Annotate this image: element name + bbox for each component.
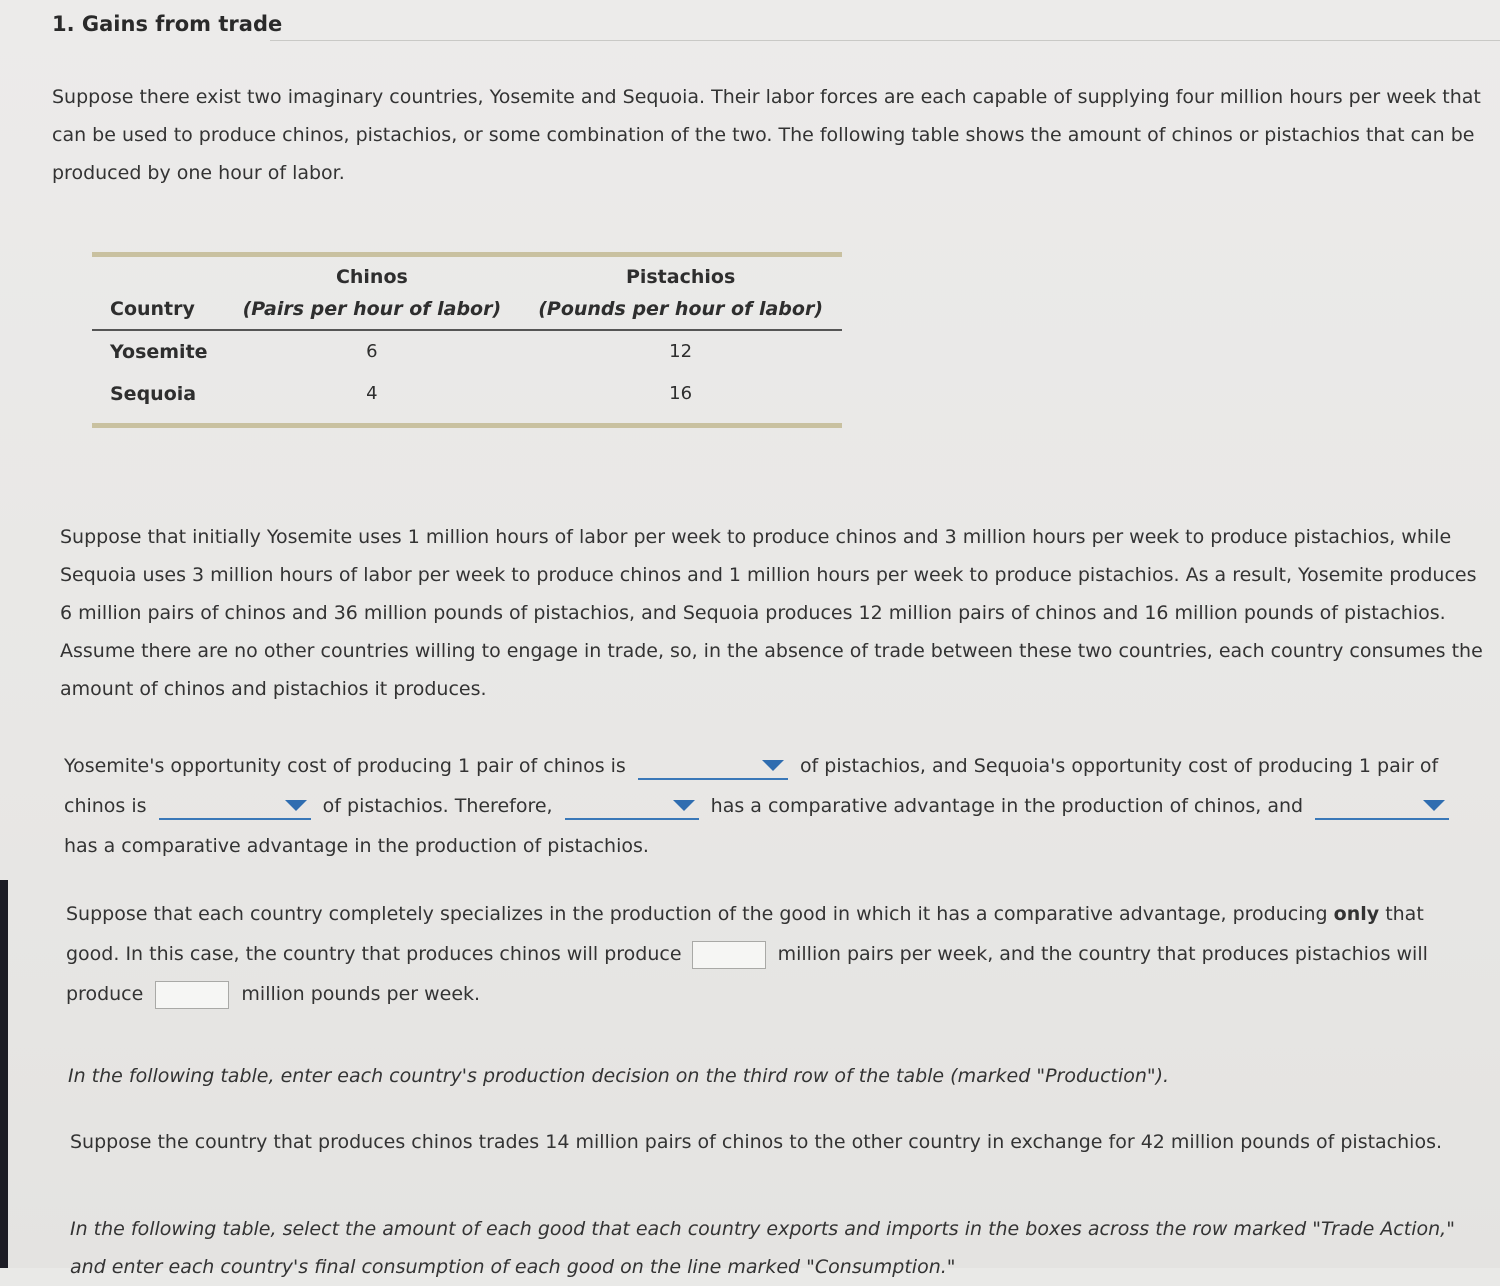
pistachios-advantage-country-dropdown[interactable]: [1315, 794, 1449, 820]
opportunity-text-2: of pistachios, and Sequoia's opportunity cost of producing 1 pair of chinos is: [64, 755, 1439, 817]
trade-paragraph: Suppose the country that produces chinos trades 14 million pairs of chinos to the other country in exchange for 42 million pounds of pistachios.: [70, 1131, 1443, 1153]
chevron-down-icon: [673, 800, 695, 811]
table-bottom-rule: [92, 423, 842, 428]
question-title: 1. Gains from trade: [52, 12, 283, 36]
country-header: Country: [110, 298, 195, 320]
production-instruction: In the following table, enter each country's production decision on the third row of the table (marked "Production").: [68, 1065, 1170, 1087]
chevron-down-icon: [285, 800, 307, 811]
pistachios-header: [519, 257, 842, 330]
pistachios-production-input[interactable]: [155, 981, 229, 1009]
chinos-production-input[interactable]: [692, 941, 766, 969]
initial-allocation-paragraph: Suppose that initially Yosemite uses 1 million hours of labor per week to produce chinos and 3 million hours per week to produce pistachios, while Sequoia uses 3 million hours of labor per week to produce chinos and 1 million hours per week to produce pistachios. As a result, Yosemite produces 6 million pairs of chinos and 36 million pounds of pistachios, and Sequoia produces 12 million pairs of chinos and 16 million pounds of pistachios. Assume there are no other countries willing to engage in trade, so, in the absence of trade between these two countries, each country consumes the amount of chinos and pistachios it produces.: [60, 526, 1483, 700]
chinos-header-unit: (Pairs per hour of labor): [242, 298, 502, 320]
country-name: Sequoia: [110, 383, 197, 405]
productivity-table: [92, 257, 842, 415]
window-edge: [0, 880, 8, 1268]
pistachios-header-title: Pistachios: [625, 266, 736, 288]
pistachios-header-unit: (Pounds per hour of labor): [538, 298, 823, 320]
chinos-value: 4: [366, 383, 378, 404]
opportunity-cost-paragraph: [64, 746, 1484, 866]
chinos-header-title: Chinos: [335, 266, 408, 288]
specialization-text-3: million pairs per week, and the country that produces pistachios will produce: [66, 943, 1428, 1005]
specialization-paragraph: [66, 894, 1476, 1014]
sequoia-opportunity-cost-dropdown[interactable]: [159, 794, 311, 820]
country-name: Yosemite: [110, 341, 208, 363]
opportunity-text-5: has a comparative advantage in the production of pistachios.: [64, 835, 649, 857]
chevron-down-icon: [1423, 800, 1445, 811]
specialization-text-4: million pounds per week.: [241, 983, 481, 1005]
yosemite-opportunity-cost-dropdown[interactable]: [638, 754, 788, 780]
specialization-text-1: Suppose that each country completely specializes in the production of the good in which it has a comparative advantage, producing: [66, 903, 1328, 925]
specialization-bold-only: only: [1333, 903, 1380, 925]
pistachios-value: 16: [669, 383, 693, 404]
chinos-header: [225, 257, 520, 330]
table-row: [92, 373, 842, 415]
opportunity-text-4: has a comparative advantage in the production of chinos, and: [710, 795, 1304, 817]
opportunity-text-3: of pistachios. Therefore,: [322, 795, 553, 817]
chinos-value: 6: [366, 341, 378, 362]
specialization-text-2: that good. In this case, the country that produces chinos will produce: [66, 903, 1424, 965]
header-divider: [270, 40, 1500, 41]
trade-action-instruction: In the following table, select the amount of each good that each country exports and imports in the boxes across the row marked "Trade Action," and enter each country's final consumption of each good on the line marked "Consumption.": [70, 1218, 1455, 1278]
opportunity-text-1: Yosemite's opportunity cost of producing 1 pair of chinos is: [64, 755, 626, 777]
pistachios-value: 12: [669, 341, 693, 362]
chinos-advantage-country-dropdown[interactable]: [565, 794, 699, 820]
table-row: [92, 330, 842, 373]
intro-paragraph: Suppose there exist two imaginary countries, Yosemite and Sequoia. Their labor forces are each capable of supplying four million hours per week that can be used to produce chinos, pistachios, or some combination of the two. The following table shows the amount of chinos or pistachios that can be produced by one hour of labor.: [52, 86, 1481, 184]
table-header-row: [92, 257, 842, 330]
labor-productivity-table: [92, 252, 842, 428]
chevron-down-icon: [762, 760, 784, 771]
